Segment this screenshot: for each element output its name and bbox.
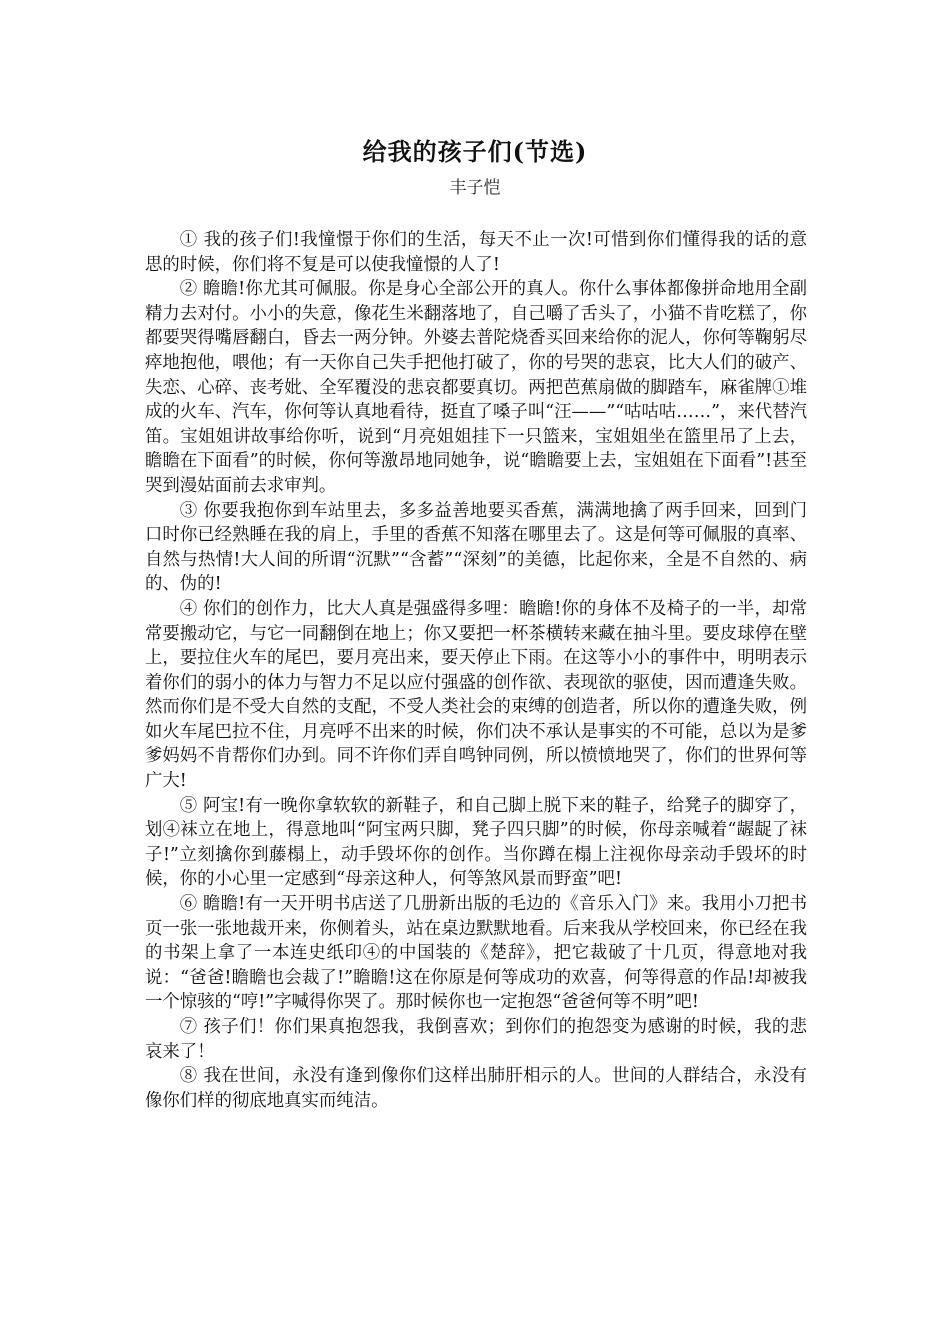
paragraph-2: ② 瞻瞻!你尤其可佩服。你是身心全部公开的真人。你什么事体都像拼命地用全副精力去对付。小小的失意，像花生米翻落地了，自己嚼了舌头了，小猫不肯吃糕了，你都要哭得嘴唇翻白，昏去一两分钟。外婆去普陀烧香买回来给你的泥人，你何等鞠躬尽瘁地抱他，喂他；有一天你自己失手把他打破了，你的号哭的悲哀，比大人们的破产、失恋、心碎、丧考妣、全军覆没的悲哀都要真切。两把芭蕉扇做的脚踏车，麻雀牌①堆成的火车、汽车，你何等认真地看待，挺直了嗓子叫“汪——”“咕咕咕……”，来代替汽笛。宝姐姐讲故事给你听，说到“月亮姐姐挂下一只篮来，宝姐姐坐在篮里吊了上去，瞻瞻在下面看”的时候，你何等激昂地同她争，说“瞻瞻要上去，宝姐姐在下面看”!甚至哭到漫姑面前去求审判。 [145, 279, 807, 496]
document-body [145, 228, 807, 1113]
paragraph-5: ⑤ 阿宝!有一晚你拿软软的新鞋子，和自己脚上脱下来的鞋子，给凳子的脚穿了，划④袜立在地上，得意地叫“阿宝两只脚，凳子四只脚”的时候，你母亲喊着“龌龊了袜子!”立刻擒你到藤榻上，动手毁坏你的创作。当你蹲在榻上注视你母亲动手毁坏的时候，你的小心里一定感到“母亲这种人，何等煞风景而野蛮”吧! [145, 795, 807, 890]
paragraph-7: ⑦ 孩子们！你们果真抱怨我，我倒喜欢；到你们的抱怨变为感谢的时候，我的悲哀来了！ [145, 1017, 807, 1062]
document-author: 丰子恺 [449, 178, 501, 198]
paragraph-4: ④ 你们的创作力，比大人真是强盛得多哩：瞻瞻!你的身体不及椅子的一半，却常常要搬动它，与它一同翻倒在地上；你又要把一杯茶横转来藏在抽斗里。要皮球停在壁上，要拉住火车的尾巴，要月亮出来，要天停止下雨。在这等小小的事件中，明明表示着你们的弱小的体力与智力不足以应付强盛的创作欲、表现欲的驱使，因而遭逢失败。然而你们是不受大自然的支配，不受人类社会的束缚的创造者，所以你的遭逢失败，例如火车尾巴拉不住，月亮呼不出来的时候，你们决不承认是事实的不可能，总以为是爹爹妈妈不肯帮你们办到。同不许你们弄自鸣钟同例，所以愤愤地哭了，你们的世界何等广大! [145, 598, 807, 792]
paragraph-1: ① 我的孩子们!我憧憬于你们的生活，每天不止一次!可惜到你们懂得我的话的意思的时候，你们将不复是可以使我憧憬的人了! [145, 230, 807, 275]
document-title: 给我的孩子们(节选) [362, 137, 588, 166]
paragraph-6: ⑥ 瞻瞻!有一天开明书店送了几册新出版的毛边的《音乐入门》来。我用小刀把书页一张一张地裁开来，你侧着头，站在桌边默默地看。后来我从学校回来，你已经在我的书架上拿了一本连史纸印④的中国装的《楚辞》，把它裁破了十几页，得意地对我说：“爸爸!瞻瞻也会裁了!”瞻瞻!这在你原是何等成功的欢喜，何等得意的作品!却被我一个惊骇的“哼!”字喊得你哭了。那时候你也一定抱怨“爸爸何等不明”吧! [145, 894, 807, 1013]
paragraph-8: ⑧ 我在世间，永没有逢到像你们这样出肺肝相示的人。世间的人群结合，永没有像你们样的彻底地真实而纯洁。 [145, 1066, 807, 1111]
paragraph-3: ③ 你要我抱你到车站里去，多多益善地要买香蕉，满满地擒了两手回来，回到门口时你已经熟睡在我的肩上，手里的香蕉不知落在哪里去了。这是何等可佩服的真率、自然与热情!大人间的所谓“沉默”“含蓄”“深刻”的美德，比起你来，全是不自然的、病的、伪的! [145, 500, 807, 595]
